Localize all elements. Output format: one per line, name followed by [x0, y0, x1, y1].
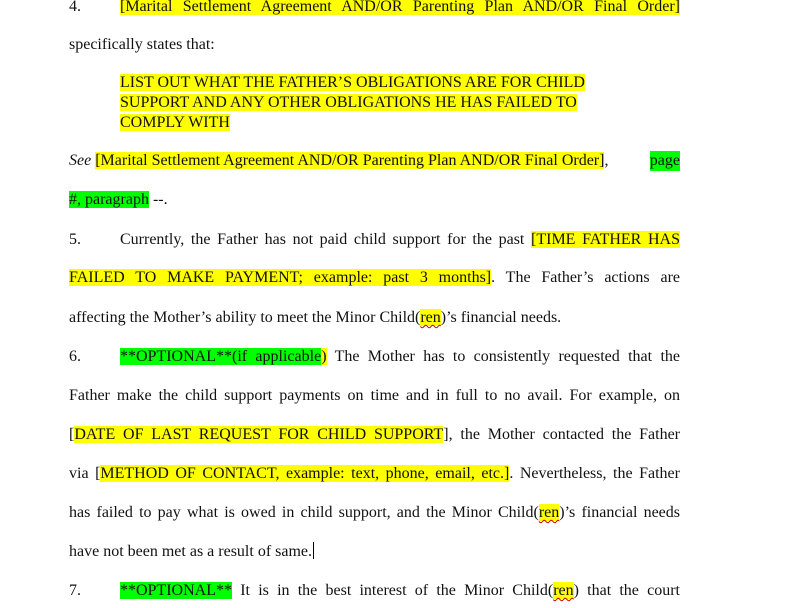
document-reference-highlight: [Marital Settlement Agreement AND/OR Parenting Plan AND/OR Final Order] — [120, 0, 680, 15]
block-line-2: SUPPORT AND ANY OTHER OBLIGATIONS HE HAS FAILED TO — [120, 94, 577, 111]
text-cursor — [313, 542, 314, 559]
see-reference-highlight: [Marital Settlement Agreement AND/OR Parenting Plan AND/OR Final Order] — [95, 152, 605, 169]
time-placeholder-highlight: [TIME FATHER HAS — [531, 231, 680, 248]
para-7-line-1: 7. **OPTIONAL** It is in the best interest of the Minor Child(ren) that the court — [69, 582, 680, 599]
block-line-1: LIST OUT WHAT THE FATHER’S OBLIGATIONS ARE FOR CHILD — [120, 74, 585, 91]
block-line-3: COMPLY WITH — [120, 114, 230, 131]
optional-highlight: **OPTIONAL** — [120, 582, 232, 599]
obligations-placeholder-block — [120, 73, 640, 133]
ren-highlight: ren — [420, 309, 441, 326]
contact-method-placeholder-highlight: METHOD OF CONTACT, example: text, phone, email, etc.] — [100, 465, 510, 482]
para-6-line-4: via [METHOD OF CONTACT, example: text, phone, email, etc.]. Nevertheless, the Father — [69, 465, 680, 482]
see-citation-line-2: #, paragraph --. — [69, 191, 168, 208]
page-paragraph-highlight-b: #, paragraph — [69, 191, 149, 208]
optional-highlight: **OPTIONAL**(if applicable — [120, 348, 322, 365]
para-6-line-3: [DATE OF LAST REQUEST FOR CHILD SUPPORT], the Mother contacted the Father — [69, 426, 680, 443]
para-6-line-1: 6. **OPTIONAL**(if applicable) The Mother has to consistently requested that the — [69, 348, 680, 365]
see-citation-line-1: See [Marital Settlement Agreement AND/OR Parenting Plan AND/OR Final Order], page — [69, 152, 680, 169]
para-4-number: 4. — [69, 0, 81, 15]
ren-highlight: ren — [538, 504, 560, 521]
para-5-line-1: 5. Currently, the Father has not paid child support for the past [TIME FATHER HAS — [69, 231, 680, 248]
ren-highlight: ren — [553, 582, 574, 599]
para-7-number: 7. — [69, 582, 81, 599]
para-5-line-2: FAILED TO MAKE PAYMENT; example: past 3 months]. The Father’s actions are — [69, 269, 681, 286]
para-5-number: 5. — [69, 231, 81, 248]
page-paragraph-highlight-a: page — [649, 152, 680, 169]
time-placeholder-highlight-cont: FAILED TO MAKE PAYMENT; example: past 3 months] — [69, 269, 492, 286]
para-6-line-2: Father make the child support payments on time and in full to no avail. For example, on — [69, 387, 680, 404]
see-word: See — [69, 152, 92, 169]
para-4-line-2: specifically states that: — [69, 36, 215, 53]
para-6-line-5: has failed to pay what is owed in child support, and the Minor Child(ren)’s financial needs — [69, 504, 681, 521]
para-4-line-1 — [69, 0, 680, 17]
para-5-line-3: affecting the Mother’s ability to meet the Minor Child(ren)’s financial needs. — [69, 309, 562, 326]
para-6-number: 6. — [69, 348, 81, 365]
para-6-line-6[interactable]: have not been met as a result of same. — [69, 543, 313, 560]
date-placeholder-highlight: DATE OF LAST REQUEST FOR CHILD SUPPORT — [74, 426, 444, 443]
